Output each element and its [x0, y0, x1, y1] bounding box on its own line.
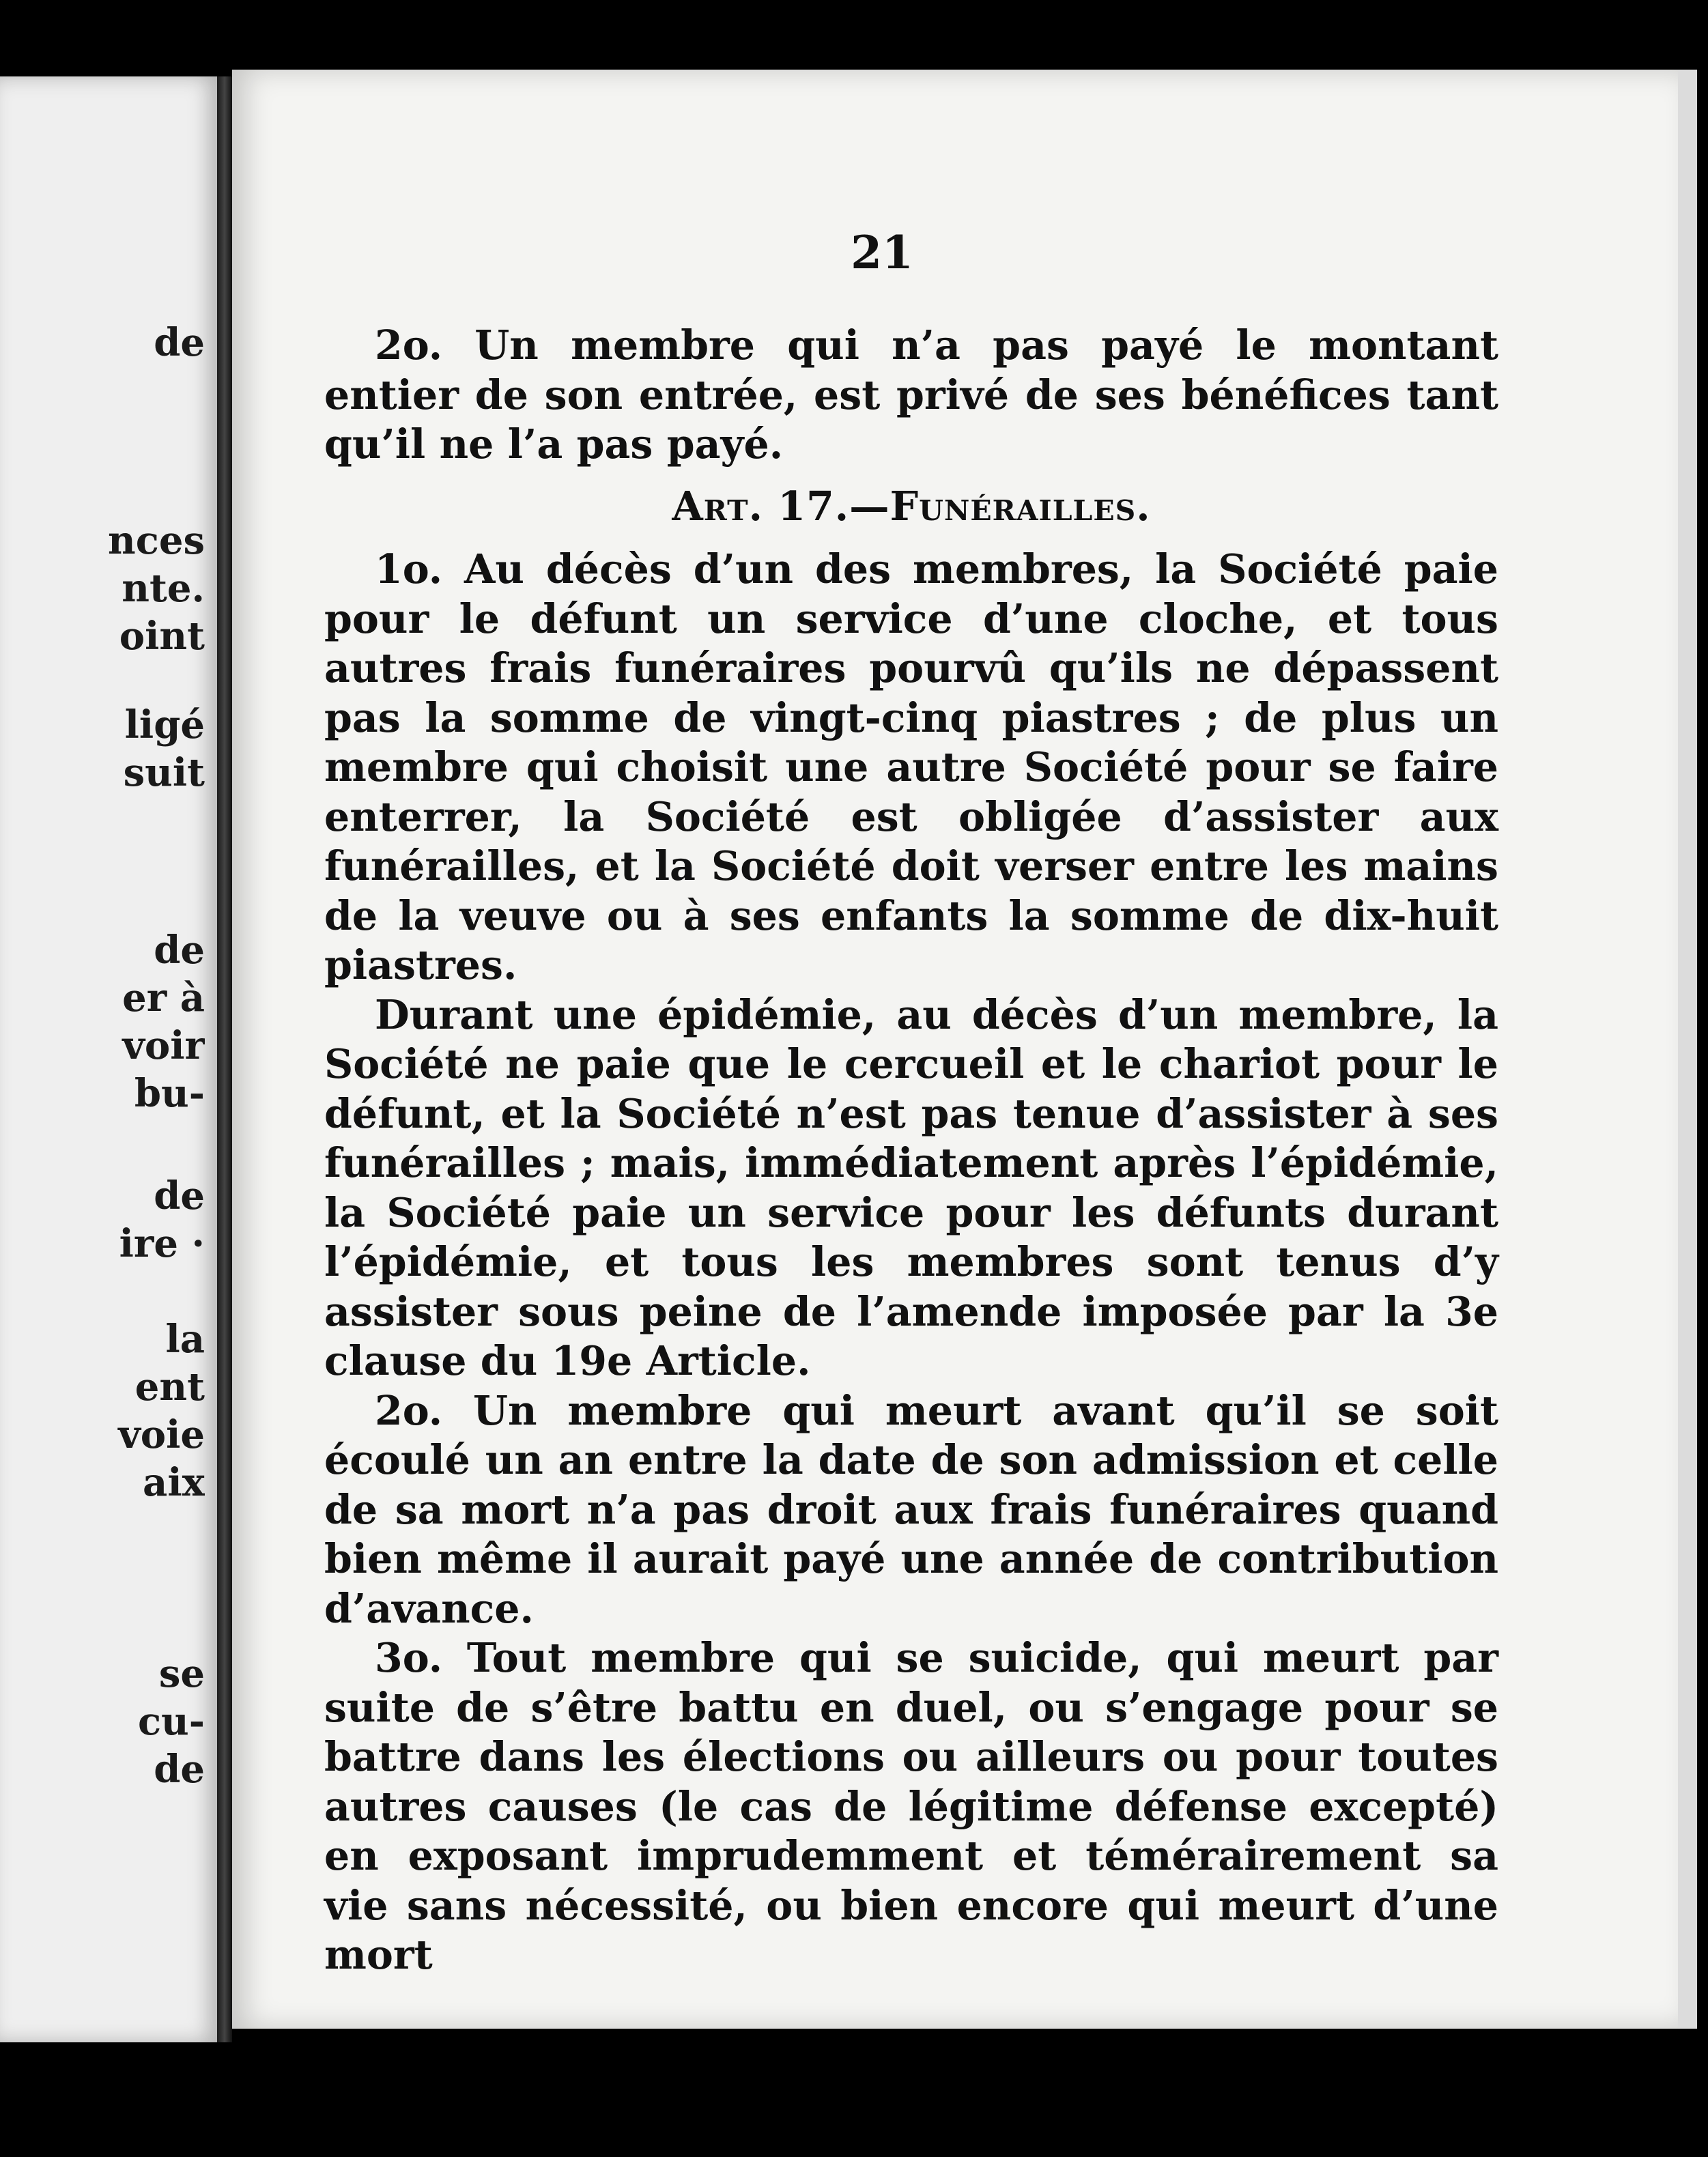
left-page-fragment: de	[154, 928, 205, 972]
paragraph-3o-suicide-duel: 3o. Tout membre qui se suicide, qui meurt par suite de s’être battu en duel, ou s’engage pour se battre dans les élections ou ailleurs ou pour toutes autres causes (le cas de légitime défense excepté) en exposant imprudemment et témérairement sa vie sans nécessité, ou bien encore qui meurt d’une mort	[324, 1634, 1498, 1978]
left-page-fragment: de	[154, 321, 205, 365]
paragraph-2o-first-year: 2o. Un membre qui meurt avant qu’il se soit écoulé un an entre la date de son admission et celle de sa mort n’a pas droit aux frais funéraires quand bien même il aurait payé une année de contribution d’avance.	[324, 1386, 1498, 1632]
left-page-fragment: ligé	[124, 703, 205, 747]
left-page-fragment: de	[154, 1747, 205, 1791]
left-page-fragment: la	[165, 1317, 205, 1361]
article-heading: Art. 17.—Funérailles.	[672, 482, 1151, 530]
paragraph-epidemic: Durant une épidémie, au décès d’un membre, la Société ne paie que le cercueil et le chariot pour le défunt, et la Société n’est pas tenue d’assister à ses funérailles ; mais, immédiatement après l’épidémie, la Société paie un service pour les défunts durant l’épidémie, et tous les membres sont tenus d’y assister sous peine de l’amende imposée par la 3e clause du 19e Article.	[324, 990, 1498, 1384]
left-page-fragment: nces	[108, 519, 205, 562]
left-page-fragment: cu-	[137, 1700, 205, 1743]
left-page-fragment: oint	[119, 614, 205, 658]
left-page-fragment: ent	[134, 1365, 205, 1409]
left-page-fragment: aix	[143, 1461, 205, 1504]
left-page-fragment: bu-	[134, 1072, 205, 1115]
left-page-fragment: ire ·	[119, 1222, 205, 1266]
left-page-fragment: se	[158, 1652, 205, 1696]
left-page-fragment: de	[154, 1174, 205, 1218]
page-number: 21	[851, 226, 913, 279]
left-page-fragment: nte.	[122, 567, 205, 610]
left-page-fragment: voir	[122, 1024, 205, 1068]
left-page-fragment: suit	[123, 751, 205, 795]
paragraph-2o-entry-fee: 2o. Un membre qui n’a pas payé le montant entier de son entrée, est privé de ses bénéfices tant qu’il ne l’a pas payé.	[324, 322, 1498, 468]
left-page-fragment: voie	[118, 1413, 205, 1457]
paragraph-1o-funeral-costs: 1o. Au décès d’un des membres, la Société paie pour le défunt un service d’une cloche, et tous autres frais funéraires pourvû qu’ils ne dépassent pas la somme de vingt-cinq piastres ; de plus un membre qui choisit une autre Société pour se faire enterrer, la Société est obligée d’assister aux funérailles, et la Société doit verser entre les mains de la veuve ou à ses enfants la somme de dix-huit piastres.	[324, 545, 1498, 988]
book-gutter	[217, 76, 232, 2042]
page-body	[324, 321, 1498, 1980]
left-page-fragment: er à	[122, 976, 205, 1020]
left-page-edge	[0, 76, 218, 2042]
